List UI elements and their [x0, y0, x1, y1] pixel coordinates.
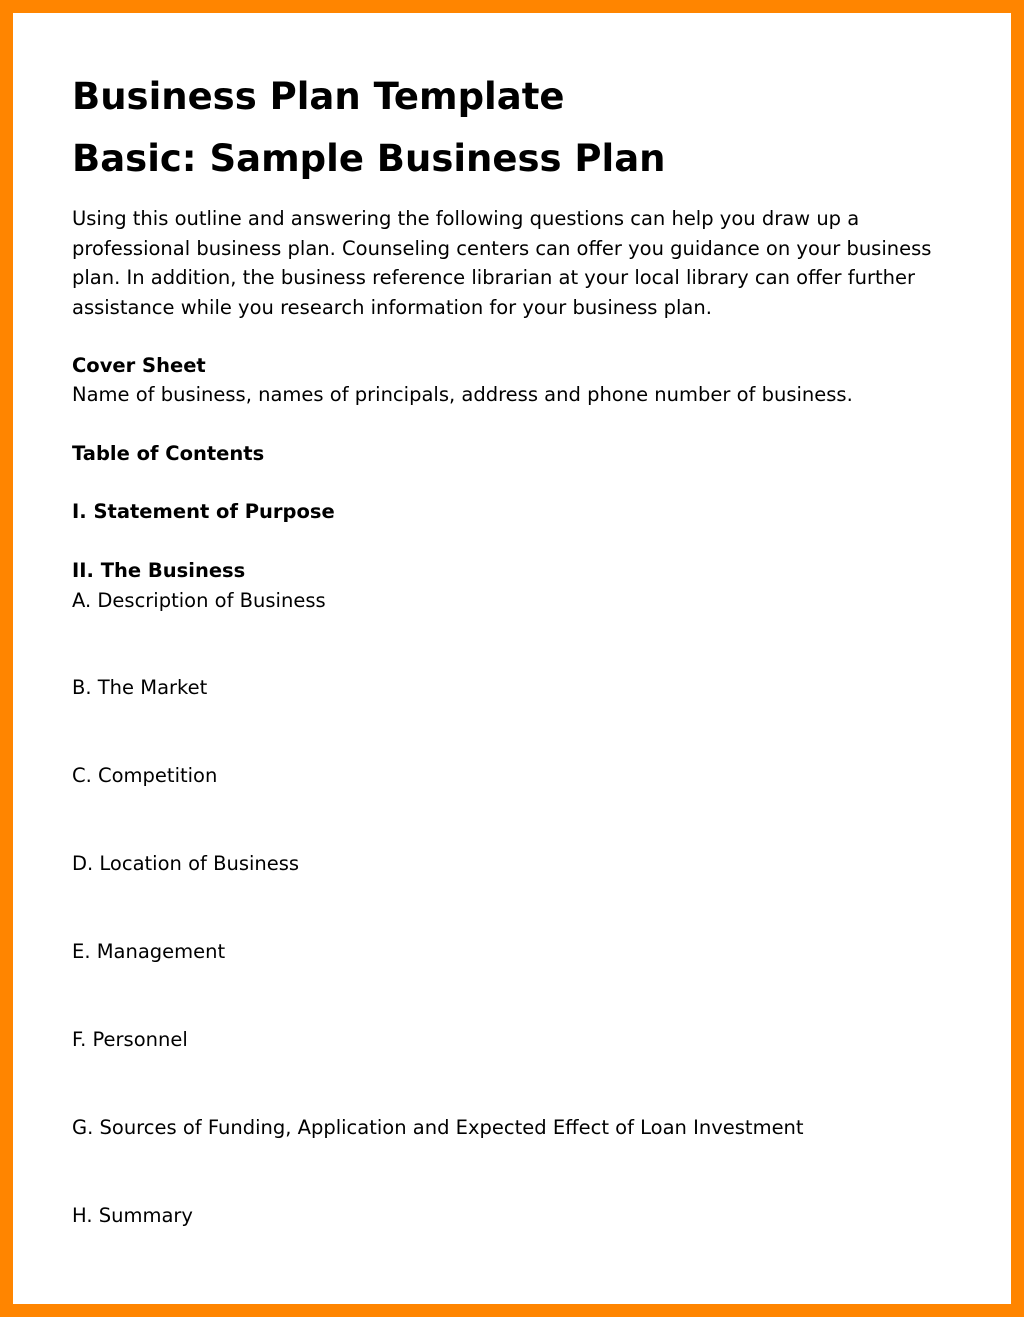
business-item-competition: C. Competition [72, 764, 218, 787]
business-item-summary: H. Summary [72, 1204, 193, 1227]
business-item-description: A. Description of Business [72, 589, 326, 612]
document-subtitle: Basic: Sample Business Plan [72, 137, 666, 180]
section-the-business-heading: II. The Business [72, 559, 246, 582]
business-item-location: D. Location of Business [72, 852, 300, 875]
business-item-funding: G. Sources of Funding, Application and Expected Effect of Loan Investment [72, 1116, 804, 1139]
document-page [13, 13, 1011, 1304]
document-title: Business Plan Template [72, 75, 565, 118]
cover-sheet-heading: Cover Sheet [72, 354, 206, 377]
section-statement-of-purpose-heading: I. Statement of Purpose [72, 500, 335, 523]
business-item-market: B. The Market [72, 676, 208, 699]
business-item-personnel: F. Personnel [72, 1028, 188, 1051]
toc-heading: Table of Contents [72, 442, 265, 465]
intro-paragraph: Using this outline and answering the following questions can help you draw up a professional business plan. Counseling centers can offer you guidance on your business plan. In addition, the business reference librarian at your local library can offer further assistance while you research information for your business plan. [72, 207, 932, 319]
cover-sheet-text: Name of business, names of principals, address and phone number of business. [72, 383, 853, 406]
business-item-management: E. Management [72, 940, 226, 963]
